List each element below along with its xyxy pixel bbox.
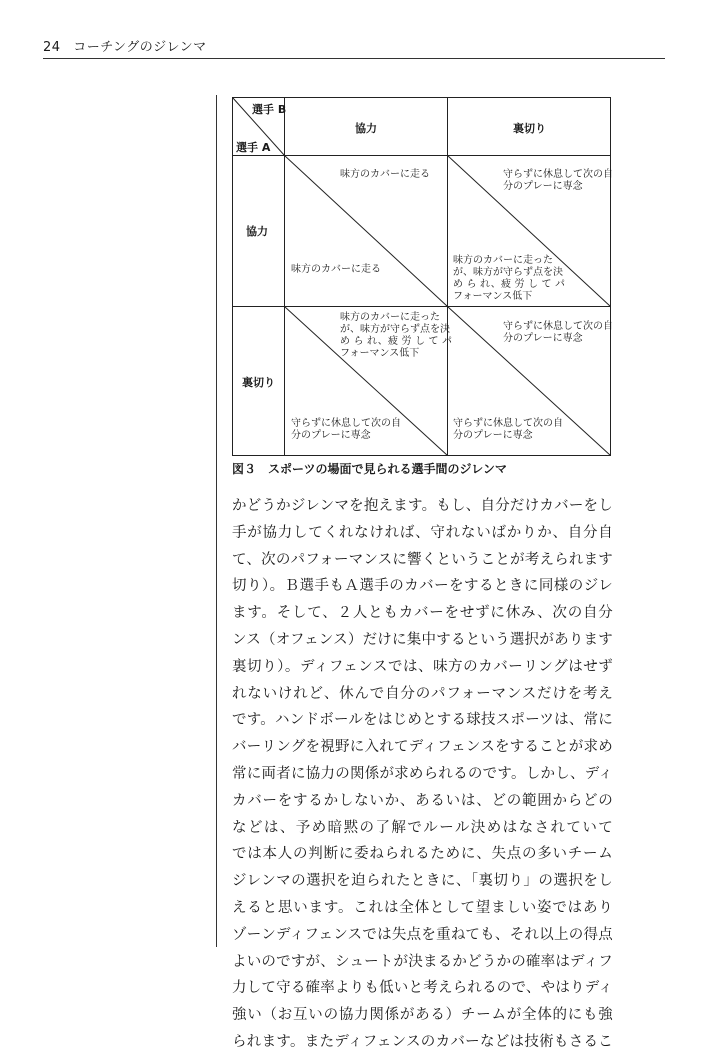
- cell-coop-coop-top: 味方のカバーに走る: [340, 169, 430, 180]
- cell-coop-defect-top: 守らずに休息して次の自 分のプレーに専念: [503, 169, 613, 192]
- running-title: コーチングのジレンマ: [73, 40, 207, 55]
- body-line: 強い（お互いの協力関係がある）チームが全体的にも強: [232, 1007, 613, 1024]
- body-line: よいのですが、シュートが決まるかどうかの確率はディフ: [232, 953, 613, 970]
- row-header-coop: 協力: [246, 225, 268, 238]
- body-line: えると思います。これは全体として望ましい姿ではあり: [232, 899, 613, 916]
- cell-defect-defect-bottom: 守らずに休息して次の自 分のプレーに専念: [453, 418, 563, 441]
- body-line: などは、予め暗黙の了解でルール決めはなされていて: [232, 819, 613, 836]
- row-header-defect: 裏切り: [242, 376, 275, 389]
- body-line: かどうかジレンマを抱えます。もし、自分だけカバーをし: [232, 498, 613, 514]
- body-line: ます。そして、２人ともカバーをせずに休み、次の自分: [232, 605, 613, 622]
- cell-coop-coop-bottom: 味方のカバーに走る: [291, 264, 381, 275]
- corner-label-player-a: 選手 A: [236, 141, 271, 154]
- body-line: て、次のパフォーマンスに響くということが考えられます: [232, 551, 613, 568]
- body-line: 常に両者に協力の関係が求められるのです。しかし、ディ: [232, 765, 613, 782]
- body-line: では本人の判断に委ねられるために、失点の多いチーム: [232, 846, 613, 863]
- col-header-defect: 裏切り: [513, 122, 546, 135]
- body-line: 力して守る確率よりも低いと考えられるので、やはりディ: [232, 980, 613, 997]
- cell-defect-coop-top: 味方のカバーに走った が、味方が守らず点を決 め ら れ、疲 労 し て パ フォーマンス低下: [340, 312, 452, 359]
- figure-caption: 図３ スポーツの場面で見られる選手間のジレンマ: [232, 462, 507, 476]
- body-line: です。ハンドボールをはじめとする球技スポーツは、常に: [232, 712, 613, 729]
- col-header-coop: 協力: [355, 122, 377, 135]
- cell-defect-coop-bottom: 守らずに休息して次の自 分のプレーに専念: [291, 418, 401, 441]
- body-line: 裏切り）。ディフェンスでは、味方のカバーリングはせず: [232, 658, 613, 675]
- body-line: 手が協力してくれなければ、守れないばかりか、自分自: [232, 524, 613, 541]
- body-line: 切り）。Ｂ選手もＡ選手のカバーをするときに同様のジレ: [232, 578, 613, 595]
- body-line: ンス（オフェンス）だけに集中するという選択があります: [232, 631, 613, 648]
- corner-label-player-b: 選手 B: [252, 103, 287, 116]
- body-line: られます。またディフェンスのカバーなどは技術もさるこ: [232, 1033, 613, 1050]
- body-paragraph: [232, 493, 613, 1056]
- body-line: バーリングを視野に入れてディフェンスをすることが求め: [232, 739, 613, 756]
- page-number: 24: [43, 40, 61, 55]
- cell-coop-defect-bottom: 味方のカバーに走った が、味方が守らず点を決 め ら れ、疲 労 し て パ フォーマンス低下: [453, 255, 565, 302]
- body-line: カバーをするかしないか、あるいは、どの範囲からどの: [232, 792, 613, 809]
- body-line: ゾーンディフェンスでは失点を重ねても、それ以上の得点: [232, 926, 613, 943]
- cell-defect-defect-top: 守らずに休息して次の自 分のプレーに専念: [503, 321, 613, 344]
- body-line: ジレンマの選択を迫られたときに、「裏切り」の選択をし: [232, 873, 613, 890]
- body-line: れないけれど、休んで自分のパフォーマンスだけを考え: [232, 685, 613, 702]
